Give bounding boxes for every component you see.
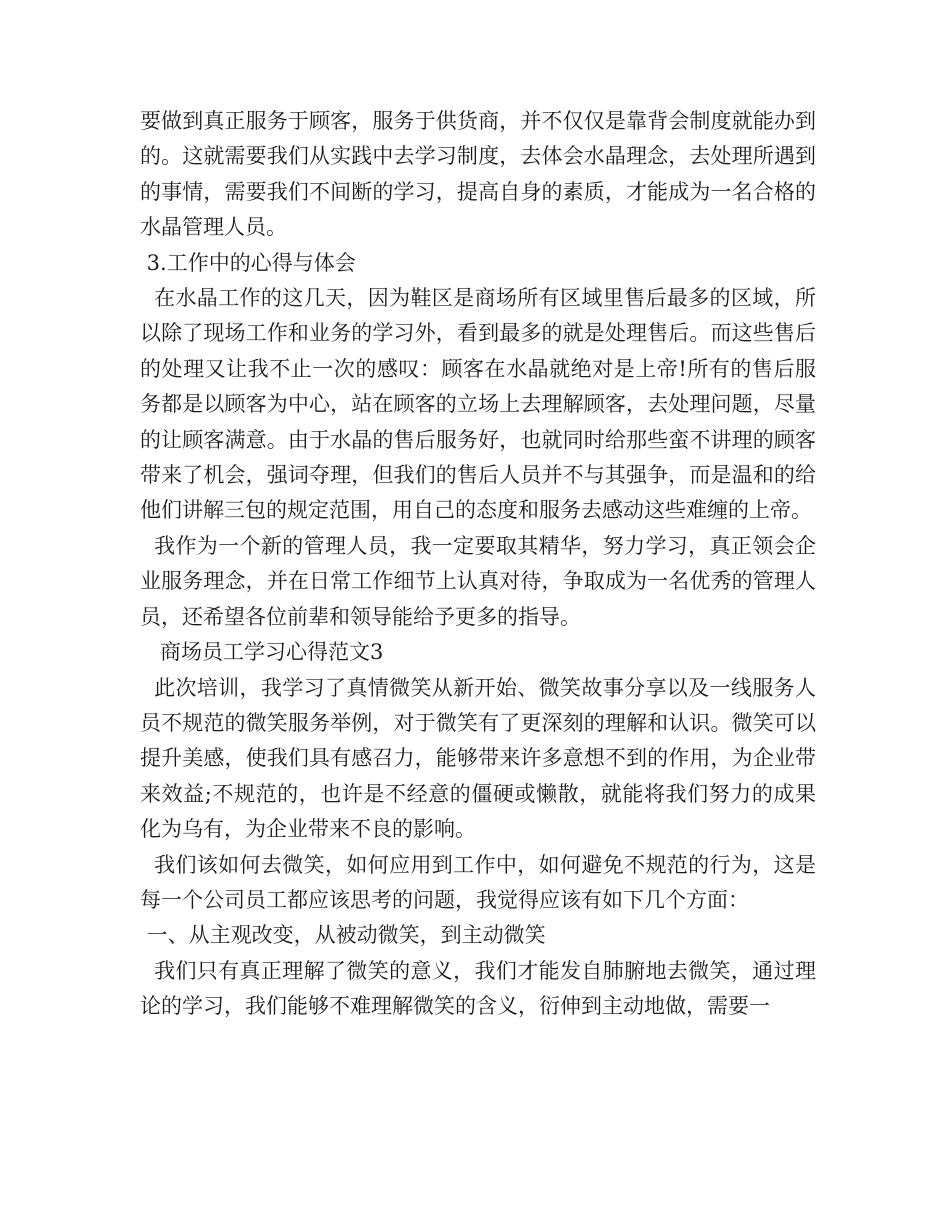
article-title-3: 商场员工学习心得范文3 <box>140 640 384 665</box>
subheading-1: 一、从主观改变，从被动微笑，到主动微笑 <box>140 923 546 948</box>
section-heading-3: 3.工作中的心得与体会 <box>140 250 356 275</box>
paragraph-6: 我们只有真正理解了微笑的意义，我们才能发自肺腑地去微笑，通过理论的学习，我们能够不难理解微笑的含义，衍伸到主动地做，需要一 <box>140 958 816 1019</box>
paragraph-2: 在水晶工作的这几天，因为鞋区是商场所有区域里售后最多的区域，所以除了现场工作和业务的学习外，看到最多的就是处理售后。而这些售后的处理又让我不止一次的感叹：顾客在水晶就绝对是上帝!所有的售后服务都是以顾客为中心，站在顾客的立场上去理解顾客，去处理问题，尽量的让顾客满意。由于水晶的售后服务好，也就同时给那些蛮不讲理的顾客带来了机会，强词夺理，但我们的售后人员并不与其强争，而是温和的给他们讲解三包的规定范围，用自己的态度和服务去感动这些难缠的上帝。 <box>140 286 816 523</box>
paragraph-1: 要做到真正服务于顾客，服务于供货商，并不仅仅是靠背会制度就能办到的。这就需要我们从实践中去学习制度，去体会水晶理念，去处理所遇到的事情，需要我们不间断的学习，提高自身的素质，才能成为一名合格的水晶管理人员。 <box>140 109 816 240</box>
paragraph-3: 我作为一个新的管理人员，我一定要取其精华，努力学习，真正领会企业服务理念，并在日常工作细节上认真对待，争取成为一名优秀的管理人员，还希望各位前辈和领导能给予更多的指导。 <box>140 533 816 629</box>
paragraph-4: 此次培训，我学习了真情微笑从新开始、微笑故事分享以及一线服务人员不规范的微笑服务举例，对于微笑有了更深刻的理解和认识。微笑可以提升美感，使我们具有感召力，能够带来许多意想不到的作用，为企业带来效益;不规范的，也许是不经意的僵硬或懒散，就能将我们努力的成果化为乌有，为企业带来不良的影响。 <box>140 675 816 842</box>
paragraph-5: 我们该如何去微笑，如何应用到工作中，如何避免不规范的行为，这是每一个公司员工都应该思考的问题，我觉得应该有如下几个方面： <box>140 852 816 912</box>
document-page <box>140 104 816 1025</box>
